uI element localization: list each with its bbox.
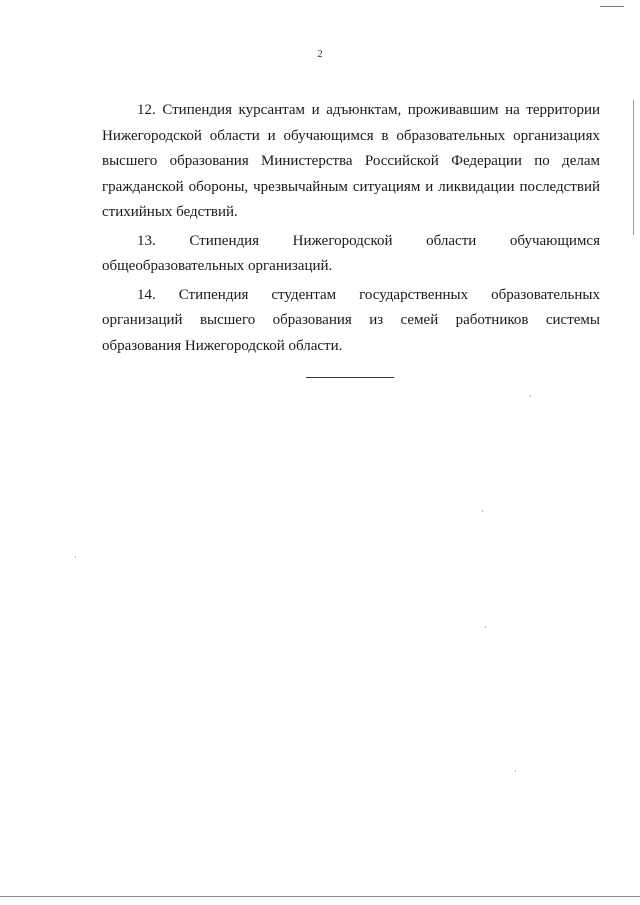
scan-speck: [530, 395, 531, 397]
scan-speck: [482, 510, 483, 512]
scan-edge-line-bottom: [0, 896, 640, 897]
scan-speck: [75, 556, 76, 558]
document-body: [102, 98, 600, 362]
paragraph-13: 13. Стипендия Нижегородской области обучающимся общеобразовательных организаций.: [102, 232, 600, 274]
scan-edge-mark-top: [600, 6, 624, 7]
paragraph-14: 14. Стипендия студентам государственных образовательных организаций высшего образования из семей работников системы образования Нижегородской области.: [102, 286, 600, 354]
scan-edge-mark-right: [633, 100, 634, 235]
scan-speck: [515, 770, 516, 772]
scan-speck: [485, 626, 486, 628]
paragraph-12: 12. Стипендия курсантам и адъюнктам, проживавшим на территории Нижегородской области и обучающимся в образовательных организациях высшего образования Министерства Российской Федерации по делам гражданской обороны, чрезвычайным ситуациям и ликвидации последствий стихийных бедствий.: [102, 102, 600, 220]
page-number: 2: [317, 48, 323, 60]
end-separator-line: [306, 377, 394, 378]
